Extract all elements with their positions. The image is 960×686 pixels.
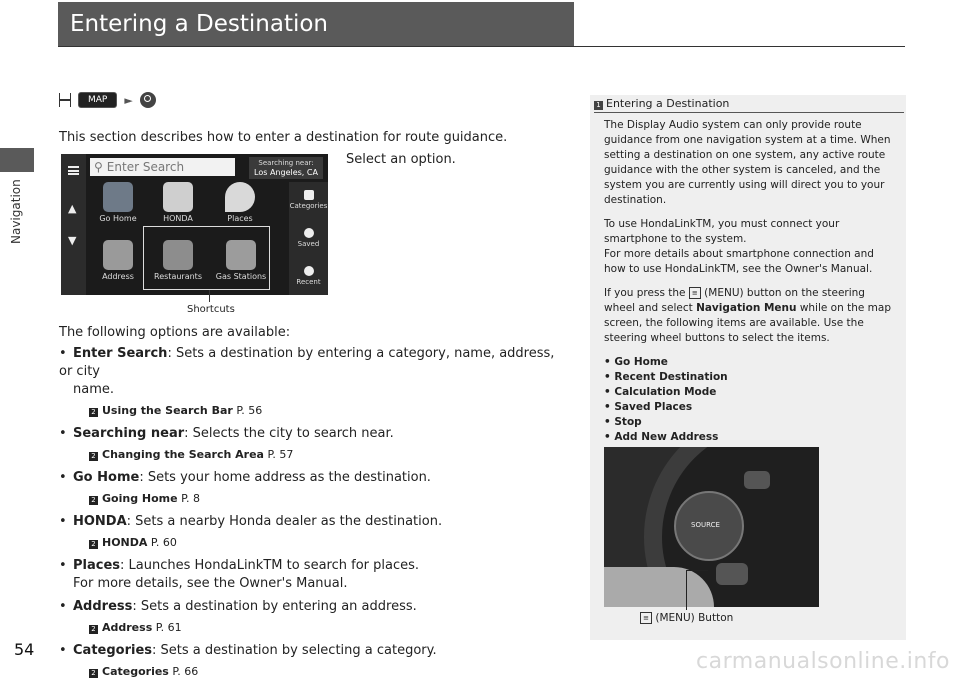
note-list-item: • Calculation Mode [604,385,896,400]
cross-reference[interactable] [89,619,571,637]
menu-icon [68,166,79,175]
breadcrumb [59,92,156,108]
ref-page: P. 8 [181,492,200,505]
reference-arrow-icon: 2 [89,669,98,678]
menu-button-icon: ≡ [640,612,652,624]
option-desc-cont: name. [73,382,114,397]
screen-searching-near [249,157,323,179]
saved-item [289,228,328,248]
option-desc: : Sets a destination by entering an address. [132,599,417,614]
menu-leader-line [686,570,687,610]
option-term: Go Home [73,470,140,485]
map-button-glyph: MAP [78,92,117,108]
section-header [58,2,574,46]
side-label: Navigation [9,179,23,245]
note-paragraph [604,217,896,277]
tile-label: Go Home [99,214,137,223]
arrow-icon: ► [124,93,133,107]
recent-item [289,266,328,286]
cross-reference[interactable] [89,446,571,464]
tile-label: Gas Stations [215,272,267,281]
cross-reference[interactable] [89,490,571,508]
searching-near-value: Los Angeles, CA [254,168,318,177]
reference-arrow-icon: 2 [89,540,98,549]
note-text: If you press the [604,287,686,299]
option-enter-search: • Enter Search: Sets a destination by entering a category, name, address, or city name. 2 Using the Search Bar P. 56 [59,345,571,420]
tile-label: HONDA [163,214,193,223]
chat-icon [304,190,314,200]
note-text: (MENU) button on the steering wheel and select [604,287,865,314]
ref-title: HONDA [102,536,148,549]
screen-right-bar [289,182,328,295]
note-list-item: • Recent Destination [604,370,896,385]
note-text: while on the map screen, the following items are available. Use the steering wheel buttons to select the items. [604,302,892,344]
reference-arrow-icon: 2 [89,408,98,417]
note-heading [594,97,904,113]
option-term: Address [73,599,133,614]
tile-label: Restaurants [154,272,202,281]
option-go-home: • Go Home: Sets your home address as the destination. 2 Going Home P. 8 [59,469,571,508]
clock-icon [304,266,314,276]
wheel-voice-button [744,471,770,489]
option-searching-near: • Searching near: Selects the city to search near. 2 Changing the Search Area P. 57 [59,425,571,464]
options-list [59,345,571,686]
option-places: • Places: Launches HondaLinkTM to search for places. For more details, see the Owner's Manual. [59,558,420,591]
option-desc: : Sets a nearby Honda dealer as the destination. [126,514,443,529]
tile-address [89,236,147,295]
arrow-up-icon: ▲ [68,202,77,215]
nav-screen-image [61,154,328,295]
note-icon: 1 [594,101,603,110]
tile-label: Places [227,214,253,223]
ref-title: Going Home [102,492,178,505]
menu-button-callout [640,612,733,624]
note-text: For more details about smartphone connection and how to use HondaLinkTM, see the Owner's Manual. [604,248,874,275]
option-desc: : Selects the city to search near. [184,426,394,441]
page-title: Entering a Destination [70,11,328,37]
honda-logo-icon [163,182,193,212]
wheel-control-pad [674,491,744,561]
note-list-item: • Saved Places [604,400,896,415]
magnifier-icon: ⚲ [94,160,103,174]
menu-button-label: (MENU) Button [655,612,734,624]
reference-arrow-icon: 2 [89,496,98,505]
ref-page: P. 56 [236,404,263,417]
options-intro: The following options are available: [59,325,291,340]
option-term: Categories [73,643,153,658]
note-list [604,355,896,445]
wheel-source-label: SOURCE [691,521,720,529]
tile-label: Address [102,272,134,281]
option-address: • Address: Sets a destination by entering an address. 2 Address P. 61 [59,598,571,637]
option-categories: • Categories: Sets a destination by selecting a category. 2 Categories P. 66 [59,642,571,681]
option-honda: • HONDA: Sets a nearby Honda dealer as the destination. 2 HONDA P. 60 [59,513,571,552]
option-desc: : Launches HondaLinkTM to search for places. [120,558,420,573]
select-prompt: Select an option. [346,152,456,167]
heart-icon [304,228,314,238]
note-list-item: • Go Home [604,355,896,370]
side-tab [0,148,34,172]
right-item-label: Recent [296,278,321,286]
option-desc: : Sets a destination by selecting a category. [152,643,437,658]
note-paragraph [604,286,896,346]
screen-left-bar [61,154,86,295]
categories-item [289,190,328,210]
reference-arrow-icon: 2 [89,452,98,461]
shortcuts-highlight [143,226,270,290]
screen-search-bar [90,158,235,176]
pin-icon [225,182,255,212]
note-text: To use HondaLinkTM, you must connect your smartphone to the system. [604,218,840,245]
option-term: HONDA [73,514,127,529]
option-desc: : Sets your home address as the destination. [139,470,431,485]
note-paragraph: The Display Audio system can only provide route guidance from one navigation system at a time. When setting a destination on one system, any active route guidance with the other system is canceled, and the system you are currently using will direct you to your destination. [604,119,891,206]
note-list-item: • Stop [604,415,896,430]
option-desc-cont: For more details, see the Owner's Manual. [73,576,348,591]
ref-title: Changing the Search Area [102,448,264,461]
page-number: 54 [14,640,35,659]
menu-leader-line-horizontal [686,570,708,571]
note-body [604,118,896,445]
note-list-item: • Add New Address [604,430,896,445]
intro-text: This section describes how to enter a destination for route guidance. [59,130,508,145]
ref-page: P. 60 [150,536,177,549]
reference-arrow-icon: 2 [89,625,98,634]
mailbox-icon [103,240,133,270]
menu-button-icon: ≡ [689,287,701,299]
wheel-menu-button [716,563,748,585]
ref-title: Address [102,621,153,634]
option-term: Searching near [73,426,185,441]
cross-reference[interactable] [89,402,571,420]
shortcuts-leader-line [209,290,210,302]
right-item-label: Categories [289,202,328,210]
note-heading-text: Entering a Destination [606,97,730,110]
ref-page: P. 57 [267,448,294,461]
option-term: Enter Search [73,346,168,361]
cross-reference[interactable] [89,663,571,681]
house-icon [103,182,133,212]
watermark: carmanualsonline.info [696,649,950,674]
search-icon [140,92,156,108]
ref-page: P. 66 [172,665,199,678]
screen-search-placeholder: Enter Search [106,160,185,174]
header-rule [58,46,905,47]
shortcuts-callout: Shortcuts [187,304,235,315]
option-desc: : Sets a destination by entering a category, name, address, or city [59,346,555,379]
arrow-down-icon: ▼ [68,234,77,247]
right-item-label: Saved [297,240,320,248]
home-icon [59,93,71,107]
ref-title: Using the Search Bar [102,404,233,417]
tile-go-home [89,178,147,238]
searching-near-label: Searching near: [258,159,314,167]
steering-wheel-image [604,447,819,607]
ref-page: P. 61 [155,621,182,634]
cross-reference[interactable] [89,534,571,552]
note-bold-text: Navigation Menu [696,302,797,314]
option-term: Places [73,558,121,573]
ref-title: Categories [102,665,169,678]
